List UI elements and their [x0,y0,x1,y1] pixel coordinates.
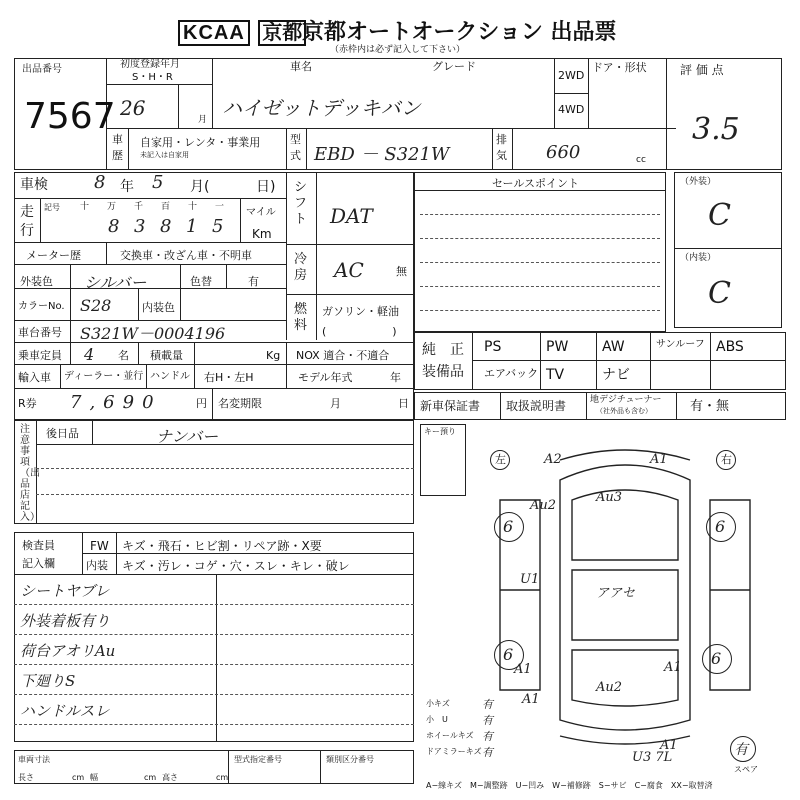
mileage-header: 百 [161,202,171,212]
dims-length: 長さ [18,773,34,782]
page-subtitle: （赤枠内は必ず記入して下さい） [330,45,466,55]
inspector-note: シートヤブレ [20,582,110,600]
check-label: ドアミラーキズ [426,747,482,756]
nox-label: NOX 適合・不適合 [296,349,390,362]
drive-2wd: 2WD [558,69,585,82]
meter-label: メーター歴 [26,249,81,262]
meter-options: 交換車・改ざん車・不明車 [120,249,252,262]
interior-color-label: 内装色 [142,301,175,314]
after-date-label: 後日品 [46,427,79,440]
shift-value: DAT [330,204,373,228]
left-label: 左 [495,453,506,466]
damage-mark: A1 [514,662,532,677]
load-label: 積載量 [150,349,183,362]
equipment-divider [540,332,541,390]
sales-line [420,286,660,287]
displacement-label-a: 排 [496,133,507,146]
grade-label: グレード [432,60,476,73]
page-title: 京都オートオークション 出品票 [302,20,617,45]
registration-label: 初度登録年月 [120,59,180,70]
inspector-note: ハンドルスレ [20,702,110,720]
interior-inspect-items: キズ・汚レ・コゲ・穴・スレ・キレ・破レ [122,559,350,573]
dims-length-unit: cm [72,773,85,782]
load-unit: Kg [266,349,281,362]
tuner-options: 有・無 [690,399,730,414]
ac-label: 冷房 [294,252,308,283]
damage-mark: アアセ [596,586,635,601]
mileage-digit: 5 [212,216,224,237]
inspector-label-a: 検査員 [22,539,55,552]
model-year-label: モデル年式 [298,371,353,384]
mileage-digit: 8 [108,216,120,237]
expiry-month: 月 [330,397,341,410]
capacity-label: 乗車定員 [18,349,62,362]
tuner-note: （社外品も含む） [596,407,652,415]
mileage-digit: 3 [134,216,146,237]
chassis-label: 車台番号 [18,326,62,339]
sales-line [420,214,660,215]
equipment-item: ナビ [602,367,630,383]
color-no-value: S28 [80,296,112,315]
mileage-digit: 1 [186,216,198,237]
fuel-options: ガソリン・軽油 [322,305,399,318]
inspection-month: 5 [152,172,164,193]
warranty-label: 新車保証書 [420,399,481,413]
sales-line [420,238,660,239]
damage-mark: A2 [544,452,562,467]
equipment-item: TV [546,367,565,383]
repaint-label: 色替 [190,275,212,288]
month-suffix: 月 [198,115,208,125]
model-year-unit: 年 [390,371,401,384]
model-label-b: 式 [290,149,301,162]
interior-condition-label: （内装） [680,253,717,263]
car-name-label: 車名 [290,60,312,73]
class-no-label: 類別区分番号 [326,755,374,764]
mileage-header: 一 [215,202,225,212]
handle-options: 右H・左H [204,371,254,384]
mileage-unit-mile: マイル [246,207,276,218]
inspector-line [14,694,414,695]
exterior-color-label: 外装色 [20,275,53,288]
import-label: 輸入車 [18,371,51,384]
inspection-day-unit: 日) [256,179,276,195]
fw-items: キズ・飛石・ヒビ割・リペア跡・X要 [122,539,322,553]
damage-mark: U3 7L [632,750,673,765]
equipment-divider [596,332,597,390]
mileage-header: 十 [80,202,90,212]
model-label-a: 型 [290,133,301,146]
tuner-label: 地デジチューナー [590,395,662,405]
exterior-color-value: シルバー [84,273,147,292]
lot-label: 出品番号 [22,64,62,75]
right-label: 右 [721,453,732,466]
displacement-unit: cc [636,155,646,165]
equipment-item: エアバック [484,367,539,380]
mileage-header: 千 [134,202,144,212]
damage-mark: Au2 [596,680,623,695]
check-mark: 有 [482,698,493,711]
interior-condition-value: C [708,276,731,311]
check-mark: 有 [482,730,493,743]
exterior-condition-value: C [708,198,731,233]
check-label: 小キズ [426,699,450,708]
equipment-item: PS [484,339,502,355]
usage-label-car: 車 [112,133,123,146]
inspector-line [14,634,414,635]
expiry-day: 日 [398,397,409,410]
ac-value: AC [334,258,364,282]
damage-mark: Au3 [596,490,623,505]
handle-label: ハンドル [150,371,190,382]
check-label: ホイールキズ [426,731,474,740]
equipment-item: サンルーフ [656,339,705,350]
inspection-year-unit: 年 [120,179,134,195]
check-mark: 有 [482,714,493,727]
dims-width: 幅 [90,773,98,782]
fuel-paren: ( ) [322,325,397,338]
exterior-condition-label: （外装） [680,177,717,187]
damage-mark: A1 [650,452,668,467]
car-name-value: ハイゼットデッキバン [222,96,421,120]
mileage-label-b: 行 [20,223,34,239]
interior-inspect-label: 内装 [86,559,108,572]
equipment-label-b: 装備品 [422,364,464,380]
dims-width-unit: cm [144,773,157,782]
usage-label-history: 歴 [112,149,123,162]
lot-number: 7567 [24,96,116,137]
spare-value: 有 [734,742,748,758]
tire-value: 6 [503,517,514,536]
dims-label: 車両寸法 [18,755,50,764]
recycle-unit: 円 [196,397,207,410]
usage-note: 未記入は自家用 [140,151,189,159]
displacement-value: 660 [546,142,581,163]
score-value: 3.5 [692,112,740,147]
dims-height: 高さ [162,773,178,782]
check-label: 小 U [426,715,448,724]
equipment-item: ABS [716,339,744,355]
shift-label: シフト [294,180,308,227]
expiry-label: 名変期限 [218,397,262,410]
mileage-header: 万 [107,202,117,212]
notes-vertical-label: 注意事項（出品店記入） [20,424,40,523]
inspector-note: 荷台アオリAu [20,642,116,660]
color-no-label: カラーNo. [18,301,65,312]
tire-value: 6 [715,517,726,536]
inspection-year: 8 [94,172,106,193]
tire-value: 6 [503,645,514,664]
model-value: EBD － S321W [314,144,450,165]
equipment-label-a: 純 正 [422,342,464,358]
displacement-label-b: 気 [496,149,507,162]
equipment-divider [650,332,651,390]
registration-year: 26 [120,96,146,120]
dims-height-unit: cm [216,773,229,782]
manual-label: 取扱説明書 [506,399,567,413]
equipment-item: AW [602,339,625,355]
model-spec-label: 型式指定番号 [234,755,282,764]
mileage-label-a: 走 [20,204,34,220]
check-mark: 有 [482,746,493,759]
registration-era: S・H・R [132,72,173,83]
capacity-value: 4 [84,345,95,364]
keys-label: キー預り [424,427,456,436]
damage-mark: A1 [664,660,682,675]
equipment-divider [710,332,711,390]
damage-mark: Au2 [530,498,557,513]
tire-value: 6 [711,649,722,668]
damage-legend: A−線キズ M−調整跡 U−凹み W−補修跡 S−サビ C−腐食 XX−取替済 [426,781,713,790]
sales-point-frame [414,172,666,332]
inspector-line [14,604,414,605]
sales-point-label: セールスポイント [492,177,580,190]
ac-none: 無 [396,265,407,278]
score-label: 評 価 点 [680,63,724,77]
sales-line [420,262,660,263]
spare-label: スペア [734,765,758,774]
mileage-header: 十 [188,202,198,212]
after-date-value: ナンバー [156,427,219,446]
usage-options: 自家用・レンタ・事業用 [140,136,261,149]
chassis-value: S321W－0004196 [80,324,226,343]
import-options: ディーラー・並行 [64,371,144,382]
sales-line [420,310,660,311]
drive-4wd: 4WD [558,103,585,116]
damage-mark: A1 [522,692,540,707]
damage-mark: A1 [660,738,678,753]
recycle-value: 7,690 [70,392,162,413]
inspector-note: 下廻りS [20,672,76,690]
inspector-label-b: 記入欄 [22,557,55,570]
mileage-note: 記号 [44,203,60,212]
kcaa-logo: KCAA 京都 [178,16,306,45]
mileage-digit: 8 [160,216,172,237]
inspector-note: 外装着板有り [20,612,111,630]
capacity-unit: 名 [118,349,129,362]
fw-label: FW [90,539,109,553]
doors-label: ドア・形状 [592,61,647,74]
damage-mark: U1 [520,572,540,587]
inspection-month-unit: 月( [190,179,210,195]
mileage-unit-km: Km [252,227,272,241]
inspection-label: 車検 [20,177,48,193]
equipment-item: PW [546,339,569,355]
fuel-label: 燃料 [294,302,308,333]
repaint-value: 有 [248,275,259,288]
recycle-label: R券 [18,397,37,410]
inspector-line [14,664,414,665]
inspector-line [14,724,414,725]
